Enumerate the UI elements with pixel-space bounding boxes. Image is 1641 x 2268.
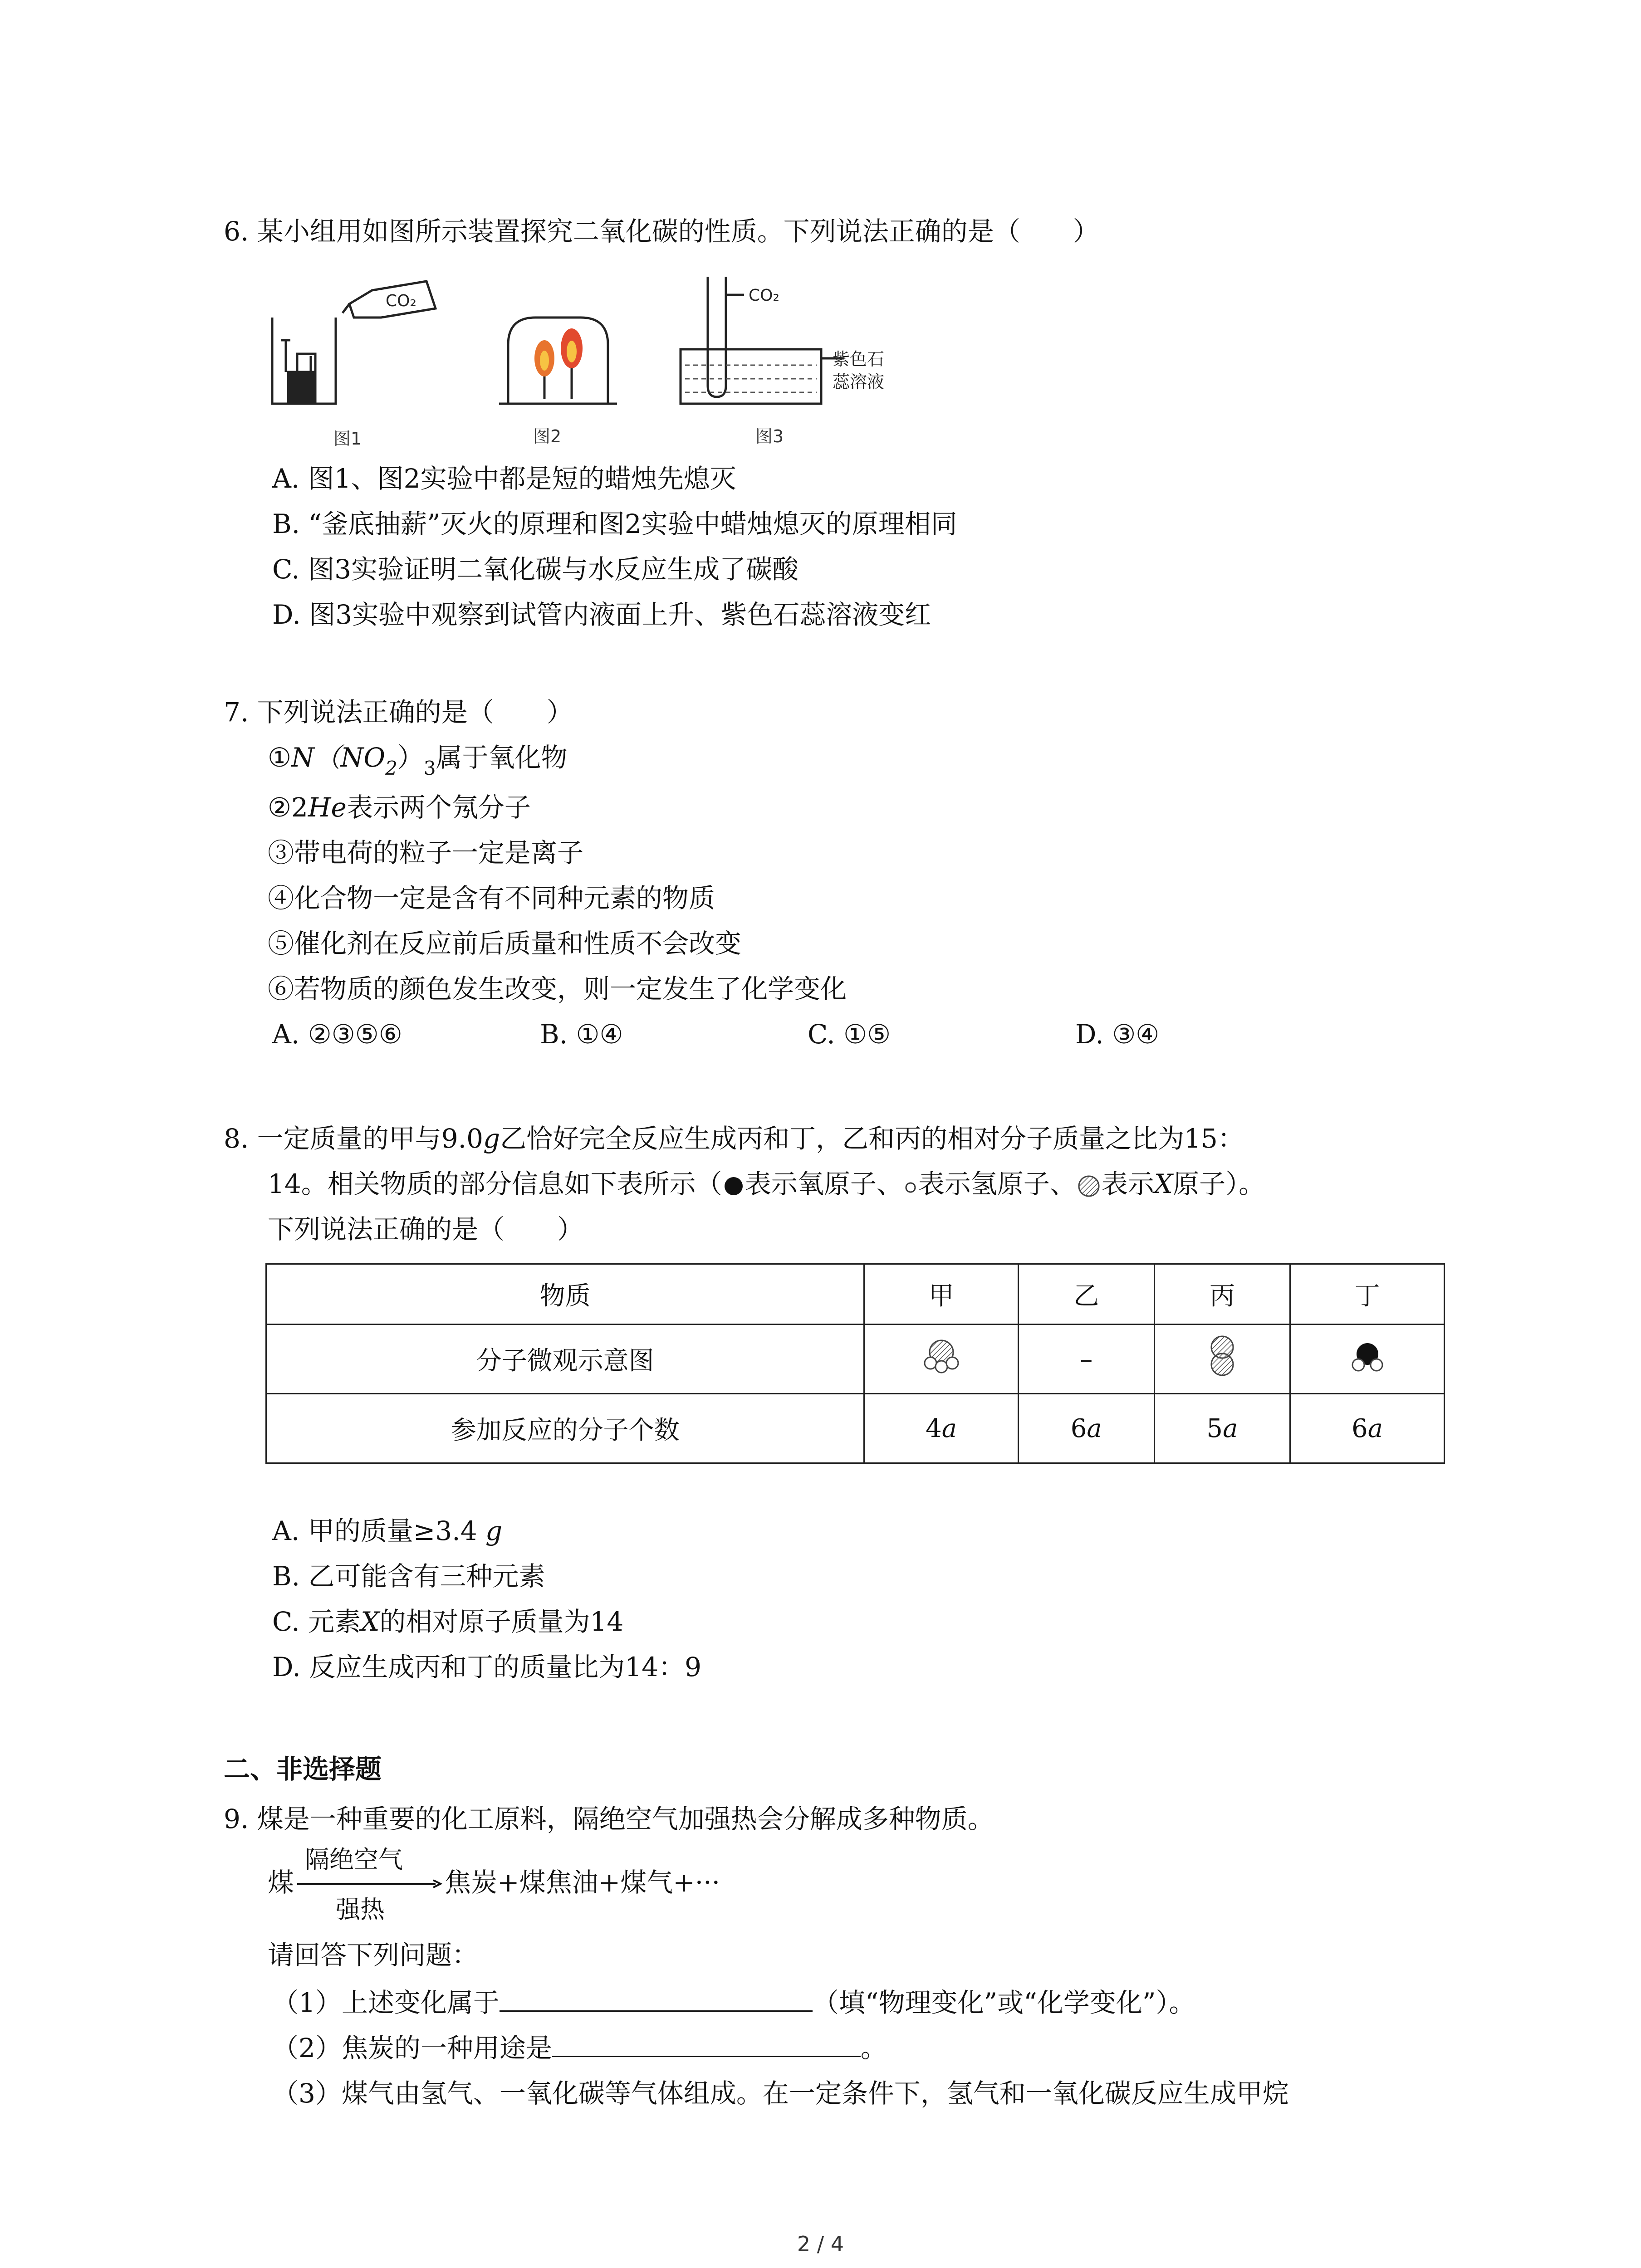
fig1-co2-label: CO₂: [386, 292, 416, 310]
reaction-arrow-icon: [297, 1877, 442, 1891]
q7-statement-6: ⑥若物质的颜色发生改变，则一定发生了化学变化: [268, 973, 847, 1004]
q6-figure: [254, 268, 912, 458]
q7-statement-1: $①N(NO_2)_3$属于氧化物: [268, 742, 568, 779]
q9-part-1: （1）上述变化属于 （填“物理变化”或“化学变化”）。: [272, 1987, 1195, 2018]
q8-stem-line1: 8. 一定质量的甲与9.0g乙恰好完全反应生成丙和丁，乙和丙的相对分子质量之比为15：: [224, 1123, 1244, 1154]
table-row: [266, 1325, 1445, 1394]
q9-prompt: 请回答下列问题：: [268, 1940, 479, 1970]
q7-statement-2: ②2He表示两个氖分子: [268, 792, 531, 823]
q8-table: [265, 1263, 1445, 1464]
fig3-label: 图3: [755, 426, 784, 446]
ding-molecule-icon: [1290, 1325, 1445, 1394]
q7-statement-5: ⑤催化剂在反应前后质量和性质不会改变: [268, 928, 742, 959]
page-number: 2 / 4: [797, 2232, 844, 2256]
bing-molecule-icon: [1154, 1325, 1290, 1394]
fig2-jar: [499, 318, 617, 404]
q9-equation-left: 煤: [268, 1867, 294, 1898]
q9-equation-right: 焦炭+煤焦油+煤气+···: [445, 1867, 720, 1898]
table-row-label-diagram: 分子微观示意图: [266, 1325, 864, 1394]
q6-stem: 6. 某小组用如图所示装置探究二氧化碳的性质。下列说法正确的是（ ）: [224, 216, 1099, 247]
q9-equation-condition-bottom: 强热: [336, 1895, 385, 1924]
q9-part-3: （3）煤气由氢气、一氧化碳等气体组成。在一定条件下，氢气和一氧化碳反应生成甲烷: [272, 2078, 1289, 2109]
q7-option-b: B. ①④: [540, 1019, 623, 1050]
q8-stem-line3: 下列说法正确的是（ ）: [268, 1214, 584, 1245]
q6-option-d: D. 图3实验中观察到试管内液面上升、紫色石蕊溶液变红: [272, 599, 931, 630]
table-header-row: [266, 1264, 1445, 1325]
table-header-bing: 丙: [1154, 1264, 1290, 1325]
yi-molecule-dash: –: [1018, 1325, 1154, 1394]
q8-option-b: B. 乙可能含有三种元素: [272, 1561, 545, 1592]
table-row-label-count: 参加反应的分子个数: [266, 1394, 864, 1463]
jia-count: 4a: [864, 1394, 1019, 1463]
q9-equation-condition-top: 隔绝空气: [305, 1845, 403, 1874]
fig3-co2-label: CO₂: [749, 286, 779, 305]
fig1-label: 图1: [333, 429, 362, 449]
q9-part-2: （2）焦炭的一种用途是 。: [272, 2033, 887, 2063]
table-header-ding: 丁: [1290, 1264, 1445, 1325]
fig2-label: 图2: [533, 426, 562, 446]
q8-stem-line2: 14。相关物质的部分信息如下表所示（ 表示氧原子、 表示氢原子、 表示X原子）。: [268, 1168, 1265, 1199]
answer-blank-2[interactable]: [552, 2032, 861, 2057]
fig3-solution-label-2: 蕊溶液: [833, 372, 885, 392]
section-title: 二、非选择题: [224, 1754, 382, 1784]
table-header-substance: 物质: [266, 1264, 864, 1325]
yi-count: 6a: [1018, 1394, 1154, 1463]
table-row: [266, 1394, 1445, 1463]
q8-option-c: C. 元素X的相对原子质量为14: [272, 1606, 624, 1637]
q6-option-c: C. 图3实验证明二氧化碳与水反应生成了碳酸: [272, 554, 799, 585]
q7-option-c: C. ①⑤: [808, 1019, 891, 1050]
q8-option-d: D. 反应生成丙和丁的质量比为14：9: [272, 1652, 702, 1682]
q7-statement-4: ④化合物一定是含有不同种元素的物质: [268, 883, 715, 914]
ding-count: 6a: [1290, 1394, 1445, 1463]
q9-stem: 9. 煤是一种重要的化工原料，隔绝空气加强热会分解成多种物质。: [224, 1804, 994, 1834]
q7-option-d: D. ③④: [1075, 1019, 1160, 1050]
oxygen-atom-icon: [722, 1175, 745, 1198]
q7-stem: 7. 下列说法正确的是（ ）: [224, 697, 573, 728]
q8-option-a: A. 甲的质量≥3.4 g: [272, 1515, 503, 1546]
q7-option-a: A. ②③⑤⑥: [272, 1019, 402, 1050]
q7-statement-3: ③带电荷的粒子一定是离子: [268, 837, 584, 868]
answer-blank-1[interactable]: [500, 1987, 813, 2012]
jia-molecule-icon: [864, 1325, 1019, 1394]
hydrogen-atom-icon: [903, 1178, 918, 1194]
x-atom-icon: [1076, 1173, 1102, 1199]
table-header-yi: 乙: [1018, 1264, 1154, 1325]
fig3-solution-label-1: 紫色石: [833, 349, 885, 369]
q6-option-b: B. “釜底抽薪”灭火的原理和图2实验中蜡烛熄灭的原理相同: [272, 508, 957, 539]
q6-option-a: A. 图1、图2实验中都是短的蜡烛先熄灭: [272, 463, 736, 494]
bing-count: 5a: [1154, 1394, 1290, 1463]
table-header-jia: 甲: [864, 1264, 1019, 1325]
